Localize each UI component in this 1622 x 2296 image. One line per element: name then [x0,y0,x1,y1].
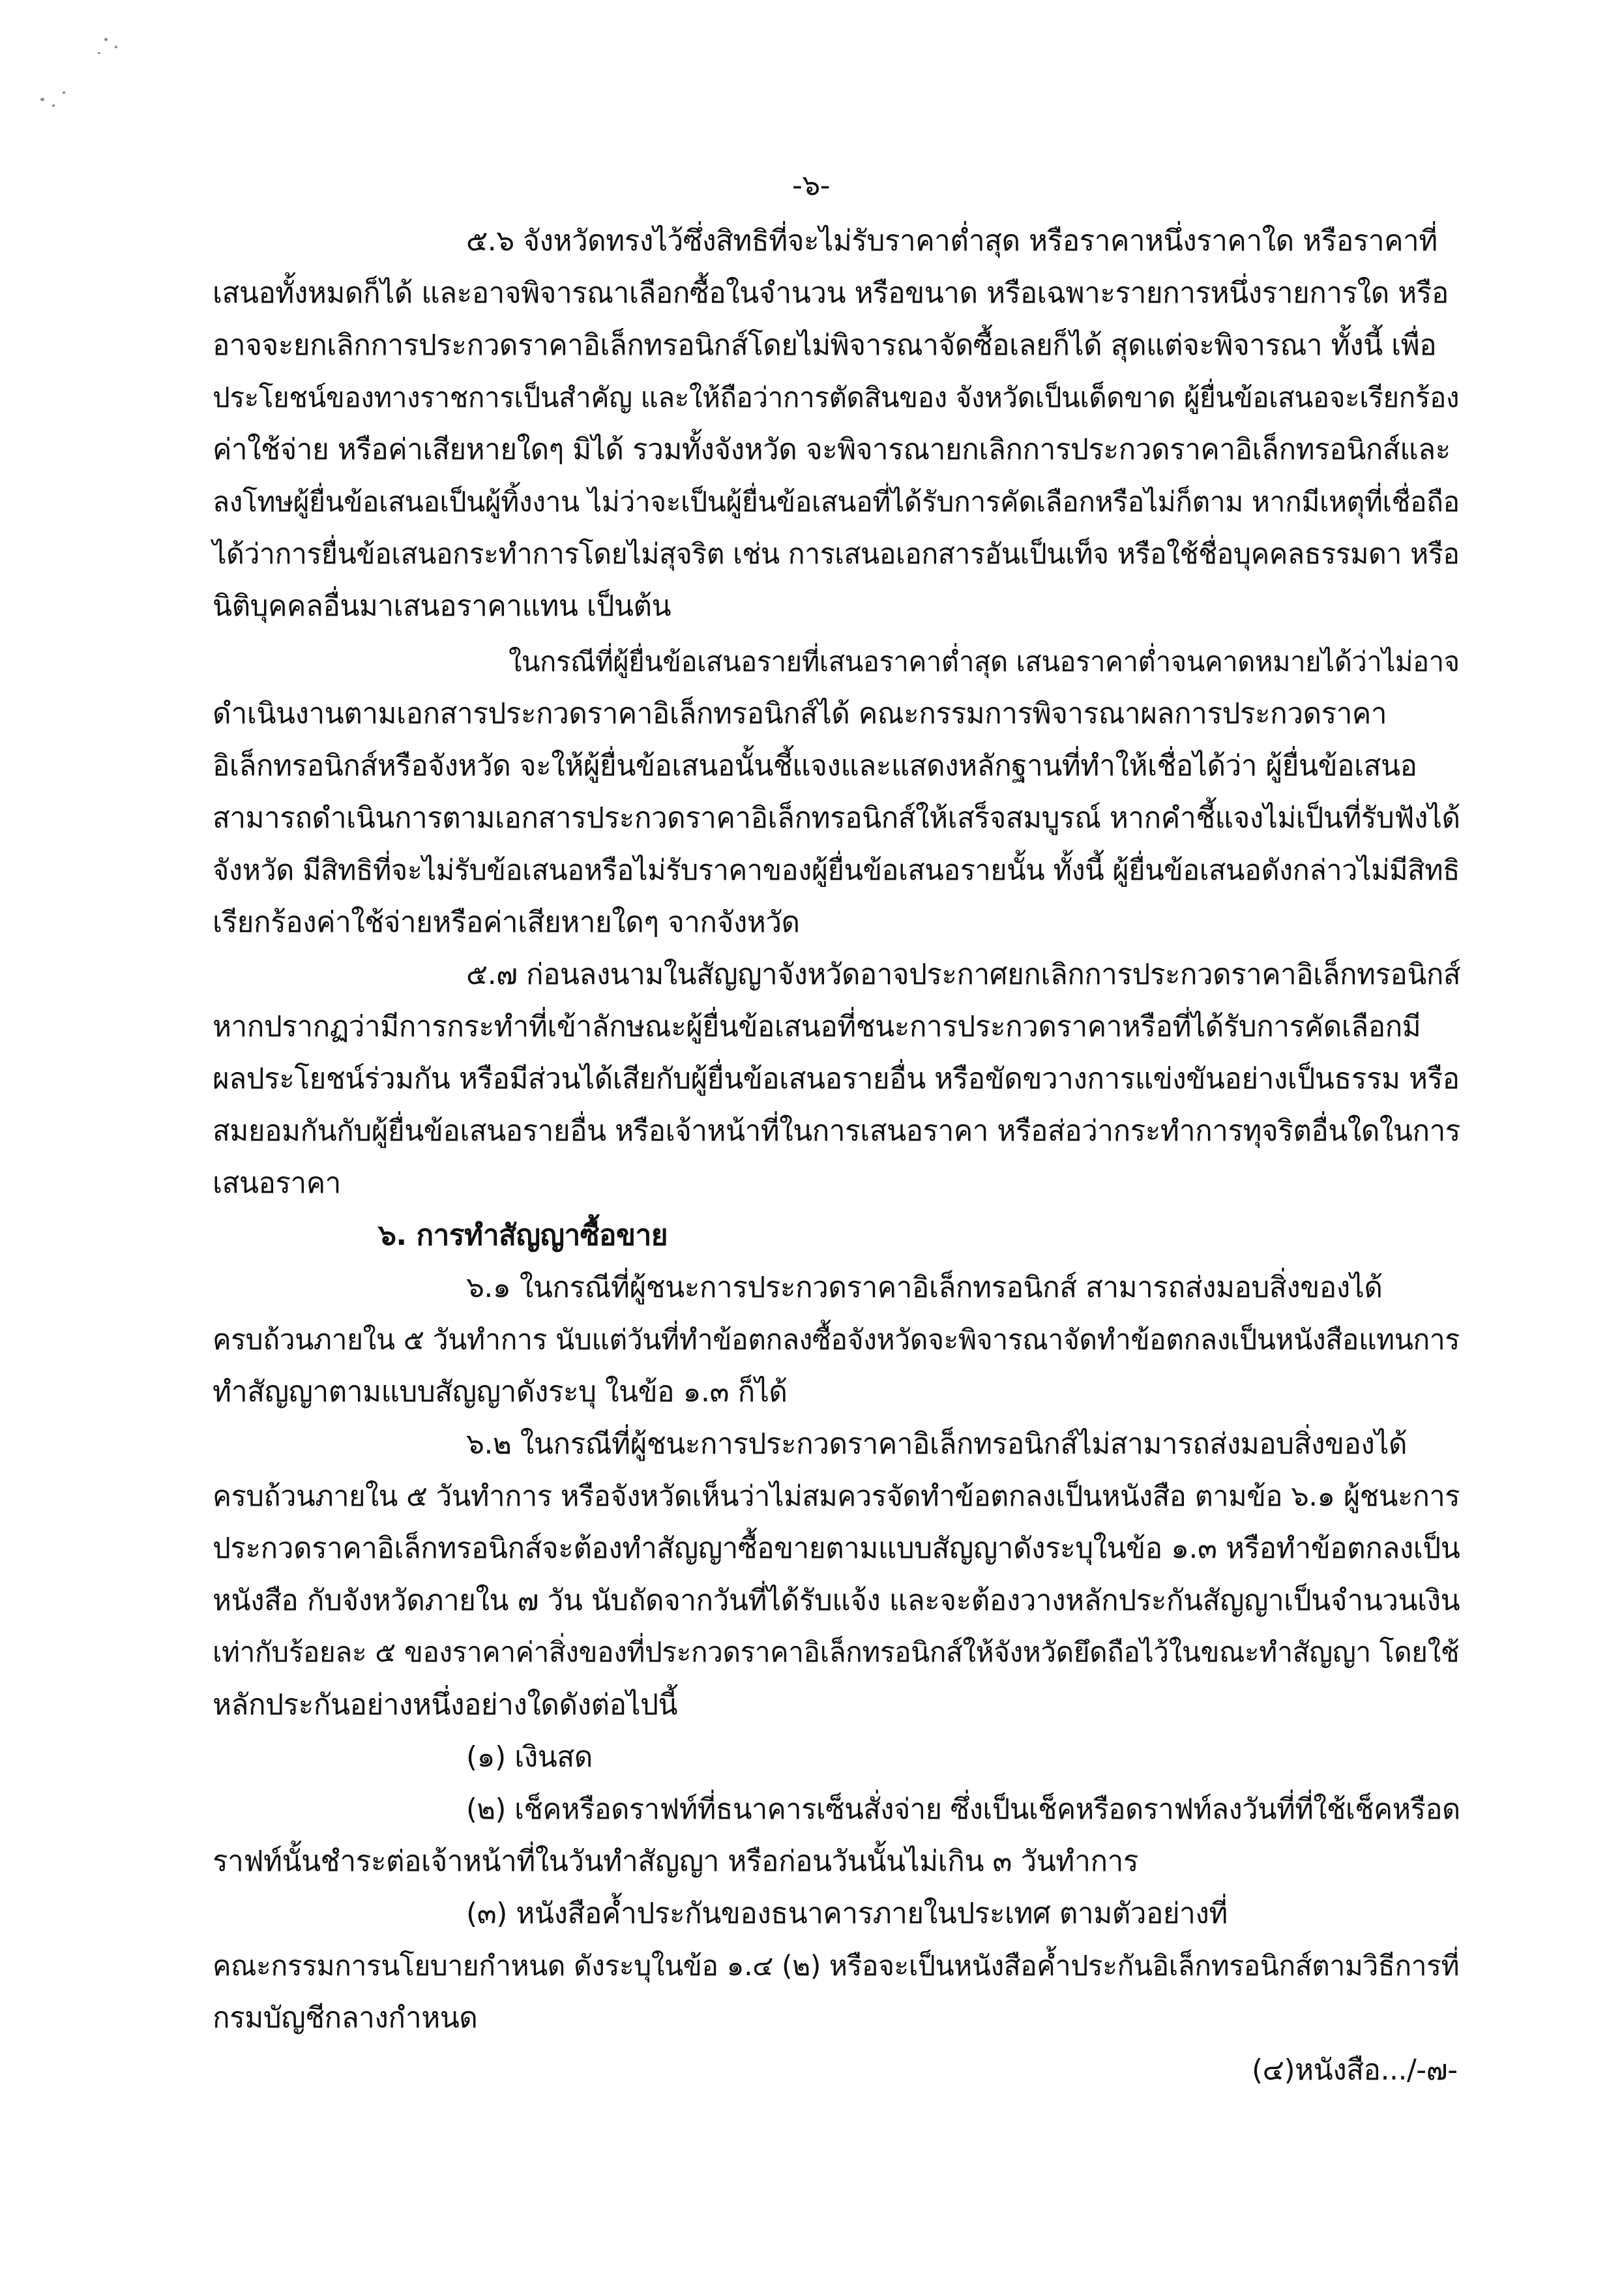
body-line: ค่าใช้จ่าย หรือค่าเสียหายใดๆ มิได้ รวมทั้งจังหวัด จะพิจารณายกเลิกการประกวดราคาอิเล็กทรอนิกส์และ [213,433,1451,466]
list-item: (๒) เช็คหรือดราฟท์ที่ธนาคารเซ็นสั่งจ่าย ซึ่งเป็นเช็คหรือดราฟท์ลงวันที่ที่ใช้เช็คหรือด [466,1793,1460,1826]
body-line: หากปรากฏว่ามีการกระทำที่เข้าลักษณะผู้ยื่นข้อเสนอที่ชนะการประกวดราคาหรือที่ได้รับการคัดเลือกมี [213,1010,1421,1043]
body-line: คณะกรรมการนโยบายกำหนด ดังระบุในข้อ ๑.๔ (๒) หรือจะเป็นหนังสือค้ำประกันอิเล็กทรอนิกส์ตามวิธีการที่ [213,1950,1460,1982]
body-line: ลงโทษผู้ยื่นข้อเสนอเป็นผู้ทิ้งงาน ไม่ว่าจะเป็นผู้ยื่นข้อเสนอที่ได้รับการคัดเลือกหรือไม่ก็ตาม หากมีเหตุที่เชื่อถือ [213,486,1460,518]
body-line: สมยอมกันกับผู้ยื่นข้อเสนอรายอื่น หรือเจ้าหน้าที่ในการเสนอราคา หรือส่อว่ากระทำการทุจริตอื่นใดในการ [213,1114,1460,1148]
scan-speck [98,52,100,54]
page-number: -๖- [792,169,831,202]
scan-speck [52,104,55,107]
body-line: กรมบัญชีกลางกำหนด [213,2001,478,2035]
list-item: (๑) เงินสด [466,1740,593,1774]
body-line: เรียกร้องค่าใช้จ่ายหรือค่าเสียหายใดๆ จากจังหวัด [213,906,800,939]
body-line: ผลประโยชน์ร่วมกัน หรือมีส่วนได้เสียกับผู้ยื่นข้อเสนอรายอื่น หรือขัดขวางการแข่งขันอย่างเป็นธรรม หรือ [213,1062,1460,1096]
body-line: ๕.๖ จังหวัดทรงไว้ซึ่งสิทธิที่จะไม่รับราคาต่ำสุด หรือราคาหนึ่งราคาใด หรือราคาที่ [466,224,1438,258]
body-line: ประกวดราคาอิเล็กทรอนิกส์จะต้องทำสัญญาซื้อขายตามแบบสัญญาดังระบุในข้อ ๑.๓ หรือทำข้อตกลงเป็น [213,1532,1460,1565]
body-line: ประโยชน์ของทางราชการเป็นสำคัญ และให้ถือว่าการตัดสินของ จังหวัดเป็นเด็ดขาด ผู้ยื่นข้อเสนอจะเรียกร้อง [213,381,1460,413]
scan-speck [104,38,108,41]
body-line: ครบถ้วนภายใน ๕ วันทำการ นับแต่วันที่ทำข้อตกลงซื้อจังหวัดจะพิจารณาจัดทำข้อตกลงเป็นหนังสือแทนการ [213,1324,1460,1356]
body-line: ครบถ้วนภายใน ๕ วันทำการ หรือจังหวัดเห็นว่าไม่สมควรจัดทำข้อตกลงเป็นหนังสือ ตามข้อ ๖.๑ ผู้ชนะการ [213,1480,1460,1513]
body-line: ๖.๑ ในกรณีที่ผู้ชนะการประกวดราคาอิเล็กทรอนิกส์ สามารถส่งมอบสิ่งของได้ [466,1271,1383,1304]
body-line: นิติบุคคลอื่นมาเสนอราคาแทน เป็นต้น [213,589,671,623]
scan-speck [63,91,65,94]
body-line: ทำสัญญาตามแบบสัญญาดังระบุ ในข้อ ๑.๓ ก็ได้ [213,1375,788,1409]
body-line: จังหวัด มีสิทธิที่จะไม่รับข้อเสนอหรือไม่รับราคาของผู้ยื่นข้อเสนอรายนั้น ทั้งนี้ ผู้ยื่นข้อเสนอดังกล่าวไม่มีสิทธิ [213,854,1460,887]
continuation-note: (๔)หนังสือ.../-๗- [1252,2053,1458,2087]
body-line: เสนอทั้งหมดก็ได้ และอาจพิจารณาเลือกซื้อในจำนวน หรือขนาด หรือเฉพาะรายการหนึ่งรายการใด หรือ [213,276,1449,310]
body-line: เท่ากับร้อยละ ๕ ของราคาค่าสิ่งของที่ประกวดราคาอิเล็กทรอนิกส์ให้จังหวัดยึดถือไว้ในขณะทำสัญญา โดยใช้ [213,1637,1460,1669]
body-line: ๖.๒ ในกรณีที่ผู้ชนะการประกวดราคาอิเล็กทรอนิกส์ไม่สามารถส่งมอบสิ่งของได้ [466,1427,1408,1461]
scan-speck [40,98,44,101]
scan-speck [115,46,117,48]
list-item: (๓) หนังสือค้ำประกันของธนาคารภายในประเทศ ตามตัวอย่างที่ [466,1897,1228,1930]
body-line: ได้ว่าการยื่นข้อเสนอกระทำการโดยไม่สุจริต เช่น การเสนอเอกสารอันเป็นเท็จ หรือใช้ชื่อบุคคลธรรมดา หรือ [213,538,1460,571]
body-line: ในกรณีที่ผู้ยื่นข้อเสนอรายที่เสนอราคาต่ำสุด เสนอราคาต่ำจนคาดหมายได้ว่าไม่อาจ [509,646,1460,678]
body-line: หนังสือ กับจังหวัดภายใน ๗ วัน นับถัดจากวันที่ได้รับแจ้ง และจะต้องวางหลักประกันสัญญาเป็นจำนวนเงิน [213,1584,1460,1617]
body-line: สามารถดำเนินการตามเอกสารประกวดราคาอิเล็กทรอนิกส์ให้เสร็จสมบูรณ์ หากคำชี้แจงไม่เป็นที่รับฟังได้ [213,801,1460,835]
body-line: อาจจะยกเลิกการประกวดราคาอิเล็กทรอนิกส์โดยไม่พิจารณาจัดซื้อเลยก็ได้ สุดแต่จะพิจารณา ทั้งนี้ เพื่อ [213,329,1437,362]
section-heading: ๖. การทำสัญญาซื้อขาย [378,1219,668,1252]
body-line: หลักประกันอย่างหนึ่งอย่างใดดังต่อไปนี้ [213,1688,678,1722]
body-line: อิเล็กทรอนิกส์หรือจังหวัด จะให้ผู้ยื่นข้อเสนอนั้นชี้แจงและแสดงหลักฐานที่ทำให้เชื่อได้ว่า ผู้ยื่นข้อเสนอ [213,749,1417,783]
body-line: ๕.๗ ก่อนลงนามในสัญญาจังหวัดอาจประกาศยกเลิกการประกวดราคาอิเล็กทรอนิกส์ [466,958,1461,991]
body-line: ดำเนินงานตามเอกสารประกวดราคาอิเล็กทรอนิกส์ได้ คณะกรรมการพิจารณาผลการประกวดราคา [213,697,1387,730]
body-line: เสนอราคา [213,1167,341,1200]
body-line: ราฟท์นั้นชำระต่อเจ้าหน้าที่ในวันทำสัญญา หรือก่อนวันนั้นไม่เกิน ๓ วันทำการ [213,1845,1138,1878]
